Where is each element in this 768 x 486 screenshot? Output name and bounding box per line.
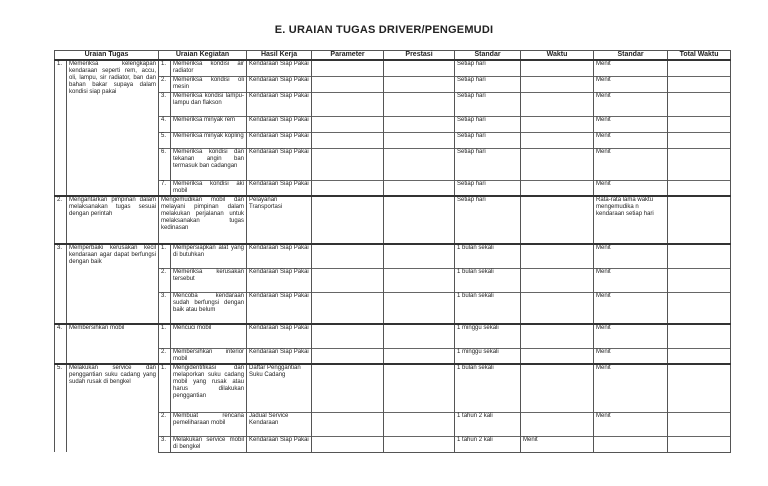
work-result: Kendaraan Siap Pakai: [247, 436, 312, 452]
prestasi-cell: [384, 348, 455, 364]
activity-description: Memeriksa kondisi aki mobil: [171, 180, 247, 196]
total-waktu-cell: [668, 348, 731, 364]
activity-description: Memeriksa kondisi oli mesin: [171, 76, 247, 92]
header-parameter: Parameter: [312, 51, 384, 61]
task-description: Membersihkan mobil: [67, 324, 159, 364]
standar2-cell: [594, 436, 668, 452]
activity-number: 3.: [159, 292, 171, 324]
prestasi-cell: [384, 180, 455, 196]
parameter-cell: [312, 92, 384, 116]
activity-description: Mengidentifikasi dan melaporkan suku cadang mobil yang rusak atau harus dilakukan penggantian: [171, 364, 247, 412]
standar-cell: Setiap hari: [455, 196, 521, 244]
work-result: Kendaraan Siap Pakai: [247, 324, 312, 348]
standar2-cell: Menit: [594, 292, 668, 324]
standar2-cell: Menit: [594, 76, 668, 92]
activity-description: Membersihkan interior mobil: [171, 348, 247, 364]
standar2-cell: Rata-rata lama waktu mengemudika n kendaraan setiap hari: [594, 196, 668, 244]
activity-number: 3.: [159, 92, 171, 116]
work-result: Kendaraan Siap Pakai: [247, 180, 312, 196]
work-result: Kendaraan Siap Pakai: [247, 244, 312, 268]
standar2-cell: Menit: [594, 364, 668, 412]
total-waktu-cell: [668, 364, 731, 412]
work-result: Jadual Service Kendaraan: [247, 412, 312, 436]
standar-cell: 1 bulan sekali: [455, 364, 521, 412]
standar2-cell: Menit: [594, 92, 668, 116]
waktu-cell: [521, 292, 594, 324]
parameter-cell: [312, 116, 384, 132]
activity-description: Memeriksa kerusakan tersebut: [171, 268, 247, 292]
work-result: Kendaraan Siap Pakai: [247, 348, 312, 364]
waktu-cell: [521, 132, 594, 148]
activity-description: Mencoba kendaraan sudah berfungsi dengan baik atau belum: [171, 292, 247, 324]
prestasi-cell: [384, 60, 455, 76]
total-waktu-cell: [668, 148, 731, 180]
total-waktu-cell: [668, 196, 731, 244]
task-number: 5.: [55, 364, 67, 452]
activity-number: 2.: [159, 348, 171, 364]
prestasi-cell: [384, 196, 455, 244]
parameter-cell: [312, 436, 384, 452]
task-description: Mengantarkan pimpinan dalam melaksanakan tugas sesuai dengan perintah: [67, 196, 159, 244]
standar-cell: Setiap hari: [455, 132, 521, 148]
parameter-cell: [312, 412, 384, 436]
prestasi-cell: [384, 76, 455, 92]
header-prestasi: Prestasi: [384, 51, 455, 61]
parameter-cell: [312, 324, 384, 348]
waktu-cell: [521, 60, 594, 76]
activity-number: 7.: [159, 180, 171, 196]
activity-description: Melakukan service mobil di bengkel: [171, 436, 247, 452]
total-waktu-cell: [668, 60, 731, 76]
standar-cell: Setiap hari: [455, 76, 521, 92]
waktu-cell: [521, 148, 594, 180]
activity-description: Memeriksa kondisi air radiator: [171, 60, 247, 76]
waktu-cell: [521, 196, 594, 244]
activity-number: 2.: [159, 76, 171, 92]
total-waktu-cell: [668, 412, 731, 436]
prestasi-cell: [384, 244, 455, 268]
parameter-cell: [312, 244, 384, 268]
parameter-cell: [312, 180, 384, 196]
header-uraian-tugas: Uraian Tugas: [55, 51, 159, 61]
activity-number: 1.: [159, 364, 171, 412]
standar2-cell: Menit: [594, 268, 668, 292]
standar-cell: 1 bulan sekali: [455, 268, 521, 292]
activity-number: 2.: [159, 412, 171, 436]
waktu-cell: [521, 76, 594, 92]
standar2-cell: Menit: [594, 324, 668, 348]
header-uraian-kegiatan: Uraian Kegiatan: [159, 51, 247, 61]
parameter-cell: [312, 268, 384, 292]
total-waktu-cell: [668, 116, 731, 132]
waktu-cell: [521, 412, 594, 436]
task-number: 1.: [55, 60, 67, 196]
standar-cell: 1 bulan sekali: [455, 292, 521, 324]
standar2-cell: Menit: [594, 132, 668, 148]
activity-number: 4.: [159, 116, 171, 132]
header-waktu: Waktu: [521, 51, 594, 61]
standar-cell: Setiap hari: [455, 148, 521, 180]
header-standar: Standar: [455, 51, 521, 61]
header-row: [55, 51, 731, 61]
task-number: 4.: [55, 324, 67, 364]
standar2-cell: Menit: [594, 148, 668, 180]
activity-description: Membuat rencana pemeliharaan mobil: [171, 412, 247, 436]
parameter-cell: [312, 292, 384, 324]
waktu-cell: [521, 268, 594, 292]
total-waktu-cell: [668, 180, 731, 196]
parameter-cell: [312, 76, 384, 92]
standar-cell: 1 minggu sekali: [455, 324, 521, 348]
prestasi-cell: [384, 364, 455, 412]
waktu-cell: [521, 180, 594, 196]
activity-number: 1.: [159, 244, 171, 268]
table-row: [55, 364, 731, 412]
activity-description: Memeriksa minyak kopling: [171, 132, 247, 148]
work-result: Kendaraan Siap Pakai: [247, 292, 312, 324]
work-result: Daftar Penggantian Suku Cadang: [247, 364, 312, 412]
header-hasil-kerja: Hasil Kerja: [247, 51, 312, 61]
table-row: [55, 324, 731, 348]
work-result: Kendaraan Siap Pakai: [247, 132, 312, 148]
parameter-cell: [312, 364, 384, 412]
activity-number: 2.: [159, 268, 171, 292]
work-result: Kendaraan Siap Pakai: [247, 76, 312, 92]
prestasi-cell: [384, 412, 455, 436]
standar-cell: 1 minggu sekali: [455, 348, 521, 364]
header-standar-2: Standar: [594, 51, 668, 61]
activity-description: Memeriksa kondisi dan tekanan angin ban termasuk ban cadangan: [171, 148, 247, 180]
waktu-cell: [521, 116, 594, 132]
prestasi-cell: [384, 148, 455, 180]
header-total-waktu: Total Waktu: [668, 51, 731, 61]
standar2-cell: Menit: [594, 180, 668, 196]
standar-cell: Setiap hari: [455, 60, 521, 76]
activity-description: Mengemudikan mobil dan melayani pimpinan dalam melakukan perjalanan untuk melaksanakan tugas kedinasan: [159, 196, 247, 244]
table-row: [55, 60, 731, 76]
total-waktu-cell: [668, 268, 731, 292]
waktu-cell: Menit: [521, 436, 594, 452]
activity-description: Mempersiapkan alat yang di butuhkan: [171, 244, 247, 268]
total-waktu-cell: [668, 244, 731, 268]
table-row: [55, 196, 731, 244]
standar-cell: Setiap hari: [455, 92, 521, 116]
table-body: [55, 60, 731, 452]
total-waktu-cell: [668, 92, 731, 116]
parameter-cell: [312, 348, 384, 364]
prestasi-cell: [384, 116, 455, 132]
work-result: Kendaraan Siap Pakai: [247, 92, 312, 116]
total-waktu-cell: [668, 132, 731, 148]
activity-number: 1.: [159, 60, 171, 76]
standar-cell: 1 tahun 2 kali: [455, 436, 521, 452]
task-description: Memperbaiki kerusakan kecil kendaraan agar dapat berfungsi dengan baik: [67, 244, 159, 324]
waktu-cell: [521, 244, 594, 268]
standar-cell: Setiap hari: [455, 116, 521, 132]
prestasi-cell: [384, 132, 455, 148]
total-waktu-cell: [668, 324, 731, 348]
activity-description: Memeriksa kondisi lampu-lampu dan flakson: [171, 92, 247, 116]
task-number: 3.: [55, 244, 67, 324]
standar2-cell: Menit: [594, 116, 668, 132]
standar-cell: 1 tahun 2 kali: [455, 412, 521, 436]
waktu-cell: [521, 348, 594, 364]
parameter-cell: [312, 148, 384, 180]
parameter-cell: [312, 196, 384, 244]
work-result: Kendaraan Siap Pakai: [247, 116, 312, 132]
activity-number: 5.: [159, 132, 171, 148]
standar2-cell: Menit: [594, 60, 668, 76]
parameter-cell: [312, 132, 384, 148]
waktu-cell: [521, 324, 594, 348]
total-waktu-cell: [668, 292, 731, 324]
work-result: Kendaraan Siap Pakai: [247, 148, 312, 180]
total-waktu-cell: [668, 76, 731, 92]
standar2-cell: Menit: [594, 348, 668, 364]
prestasi-cell: [384, 92, 455, 116]
prestasi-cell: [384, 268, 455, 292]
activity-description: Memeriksa minyak rem: [171, 116, 247, 132]
prestasi-cell: [384, 292, 455, 324]
activity-number: 3.: [159, 436, 171, 452]
work-result: Kendaraan Siap Pakai: [247, 268, 312, 292]
task-number: 2.: [55, 196, 67, 244]
parameter-cell: [312, 60, 384, 76]
standar-cell: Setiap hari: [455, 180, 521, 196]
prestasi-cell: [384, 436, 455, 452]
prestasi-cell: [384, 324, 455, 348]
table-row: [55, 244, 731, 268]
standar2-cell: Menit: [594, 244, 668, 268]
task-table: [54, 50, 731, 453]
total-waktu-cell: [668, 436, 731, 452]
activity-number: 1.: [159, 324, 171, 348]
standar2-cell: Menit: [594, 412, 668, 436]
waktu-cell: [521, 364, 594, 412]
task-description: Memeriksa kelengkapan kendaraan seperti rem, accu, oli, lampu, sir radiator, ban dan bahan bakar supaya dalam kondisi siap pakai: [67, 60, 159, 196]
standar-cell: 1 bulan sekali: [455, 244, 521, 268]
task-description: Melakukan service dan penggantian suku cadang yang sudah rusak di bengkel: [67, 364, 159, 452]
work-result: Pelayanan Transportasi: [247, 196, 312, 244]
activity-number: 6.: [159, 148, 171, 180]
work-result: Kendaraan Siap Pakai: [247, 60, 312, 76]
activity-description: Mencuci mobil: [171, 324, 247, 348]
waktu-cell: [521, 92, 594, 116]
page-title: E. URAIAN TUGAS DRIVER/PENGEMUDI: [274, 24, 494, 36]
